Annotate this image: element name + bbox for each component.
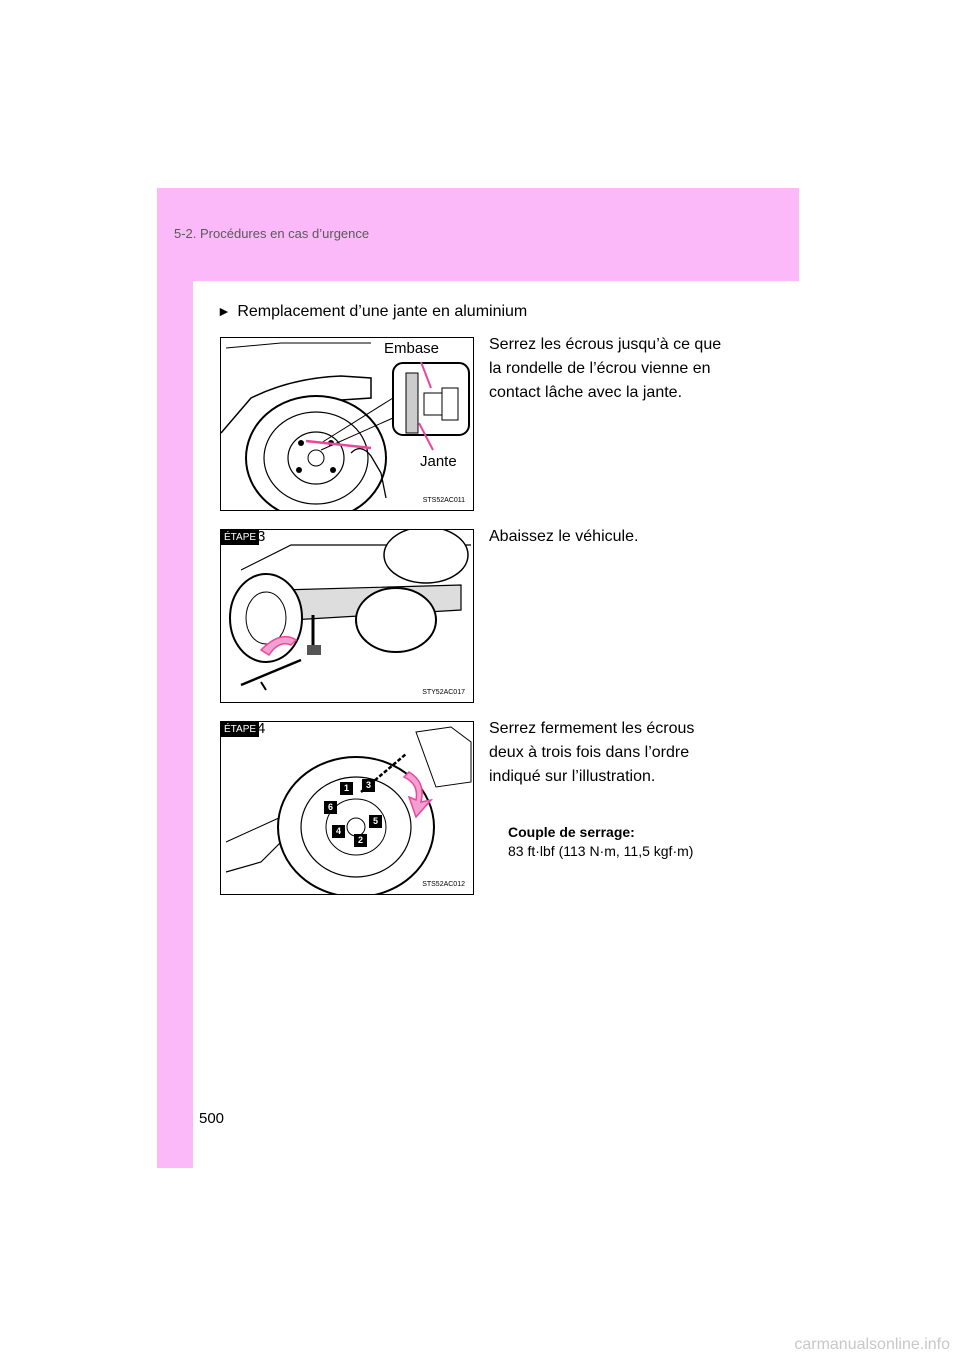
step-word: ÉTAPE [224, 532, 257, 543]
torque-label: Couple de serrage: [508, 824, 635, 840]
figure-tightening-order [220, 721, 474, 895]
section-title-text: Remplacement d’une jante en aluminium [237, 303, 528, 320]
nut-order-badge: 5 [369, 815, 382, 828]
paragraph-tighten-nuts [489, 333, 737, 405]
paragraph-line: la rondelle de l’écrou vienne en [489, 360, 711, 377]
paragraph-line: Serrez fermement les écrous [489, 720, 695, 737]
left-margin-strip [157, 188, 193, 1168]
step-badge [221, 530, 259, 545]
nut-order-badge: 3 [362, 779, 375, 792]
label-embase: Embase [384, 340, 440, 357]
step-number: 4 [257, 721, 266, 737]
figure-code: STS52AC012 [422, 881, 465, 888]
paragraph-line: Abaissez le véhicule. [489, 528, 639, 545]
paragraph-line: Serrez les écrous jusqu’à ce que [489, 336, 722, 353]
lower-vehicle-illustration [221, 530, 473, 702]
nut-order-badge: 1 [340, 782, 353, 795]
step-word: ÉTAPE [224, 724, 257, 735]
figure-lower-vehicle [220, 529, 474, 703]
page-number: 500 [199, 1110, 225, 1127]
paragraph-tighten-firmly [489, 717, 737, 789]
paragraph-line: deux à trois fois dans l’ordre [489, 744, 690, 761]
wheel-nut-illustration [221, 338, 473, 510]
paragraph-line: contact lâche avec la jante. [489, 384, 683, 401]
watermark[interactable]: carmanualsonline.info [794, 1336, 950, 1353]
torque-value: 83 ft·lbf (113 N·m, 11,5 kgf·m) [508, 843, 694, 859]
step-badge [221, 722, 259, 737]
nut-order-badge: 2 [354, 834, 367, 847]
label-jante: Jante [420, 453, 457, 470]
paragraph-line: indiqué sur l’illustration. [489, 768, 656, 785]
triangle-arrow-icon: ► [217, 303, 231, 319]
tightening-order-illustration [221, 722, 473, 894]
section-title [217, 303, 527, 321]
nut-order-badge: 4 [332, 825, 345, 838]
figure-lug-nut-detail [220, 337, 474, 511]
paragraph-lower-vehicle [489, 525, 737, 549]
figure-code: STY52AC017 [422, 689, 465, 696]
step-number: 3 [257, 529, 266, 545]
section-header: 5-2. Procédures en cas d’urgence [174, 226, 370, 241]
figure-code: STS52AC011 [422, 497, 465, 504]
nut-order-badge: 6 [324, 801, 337, 814]
